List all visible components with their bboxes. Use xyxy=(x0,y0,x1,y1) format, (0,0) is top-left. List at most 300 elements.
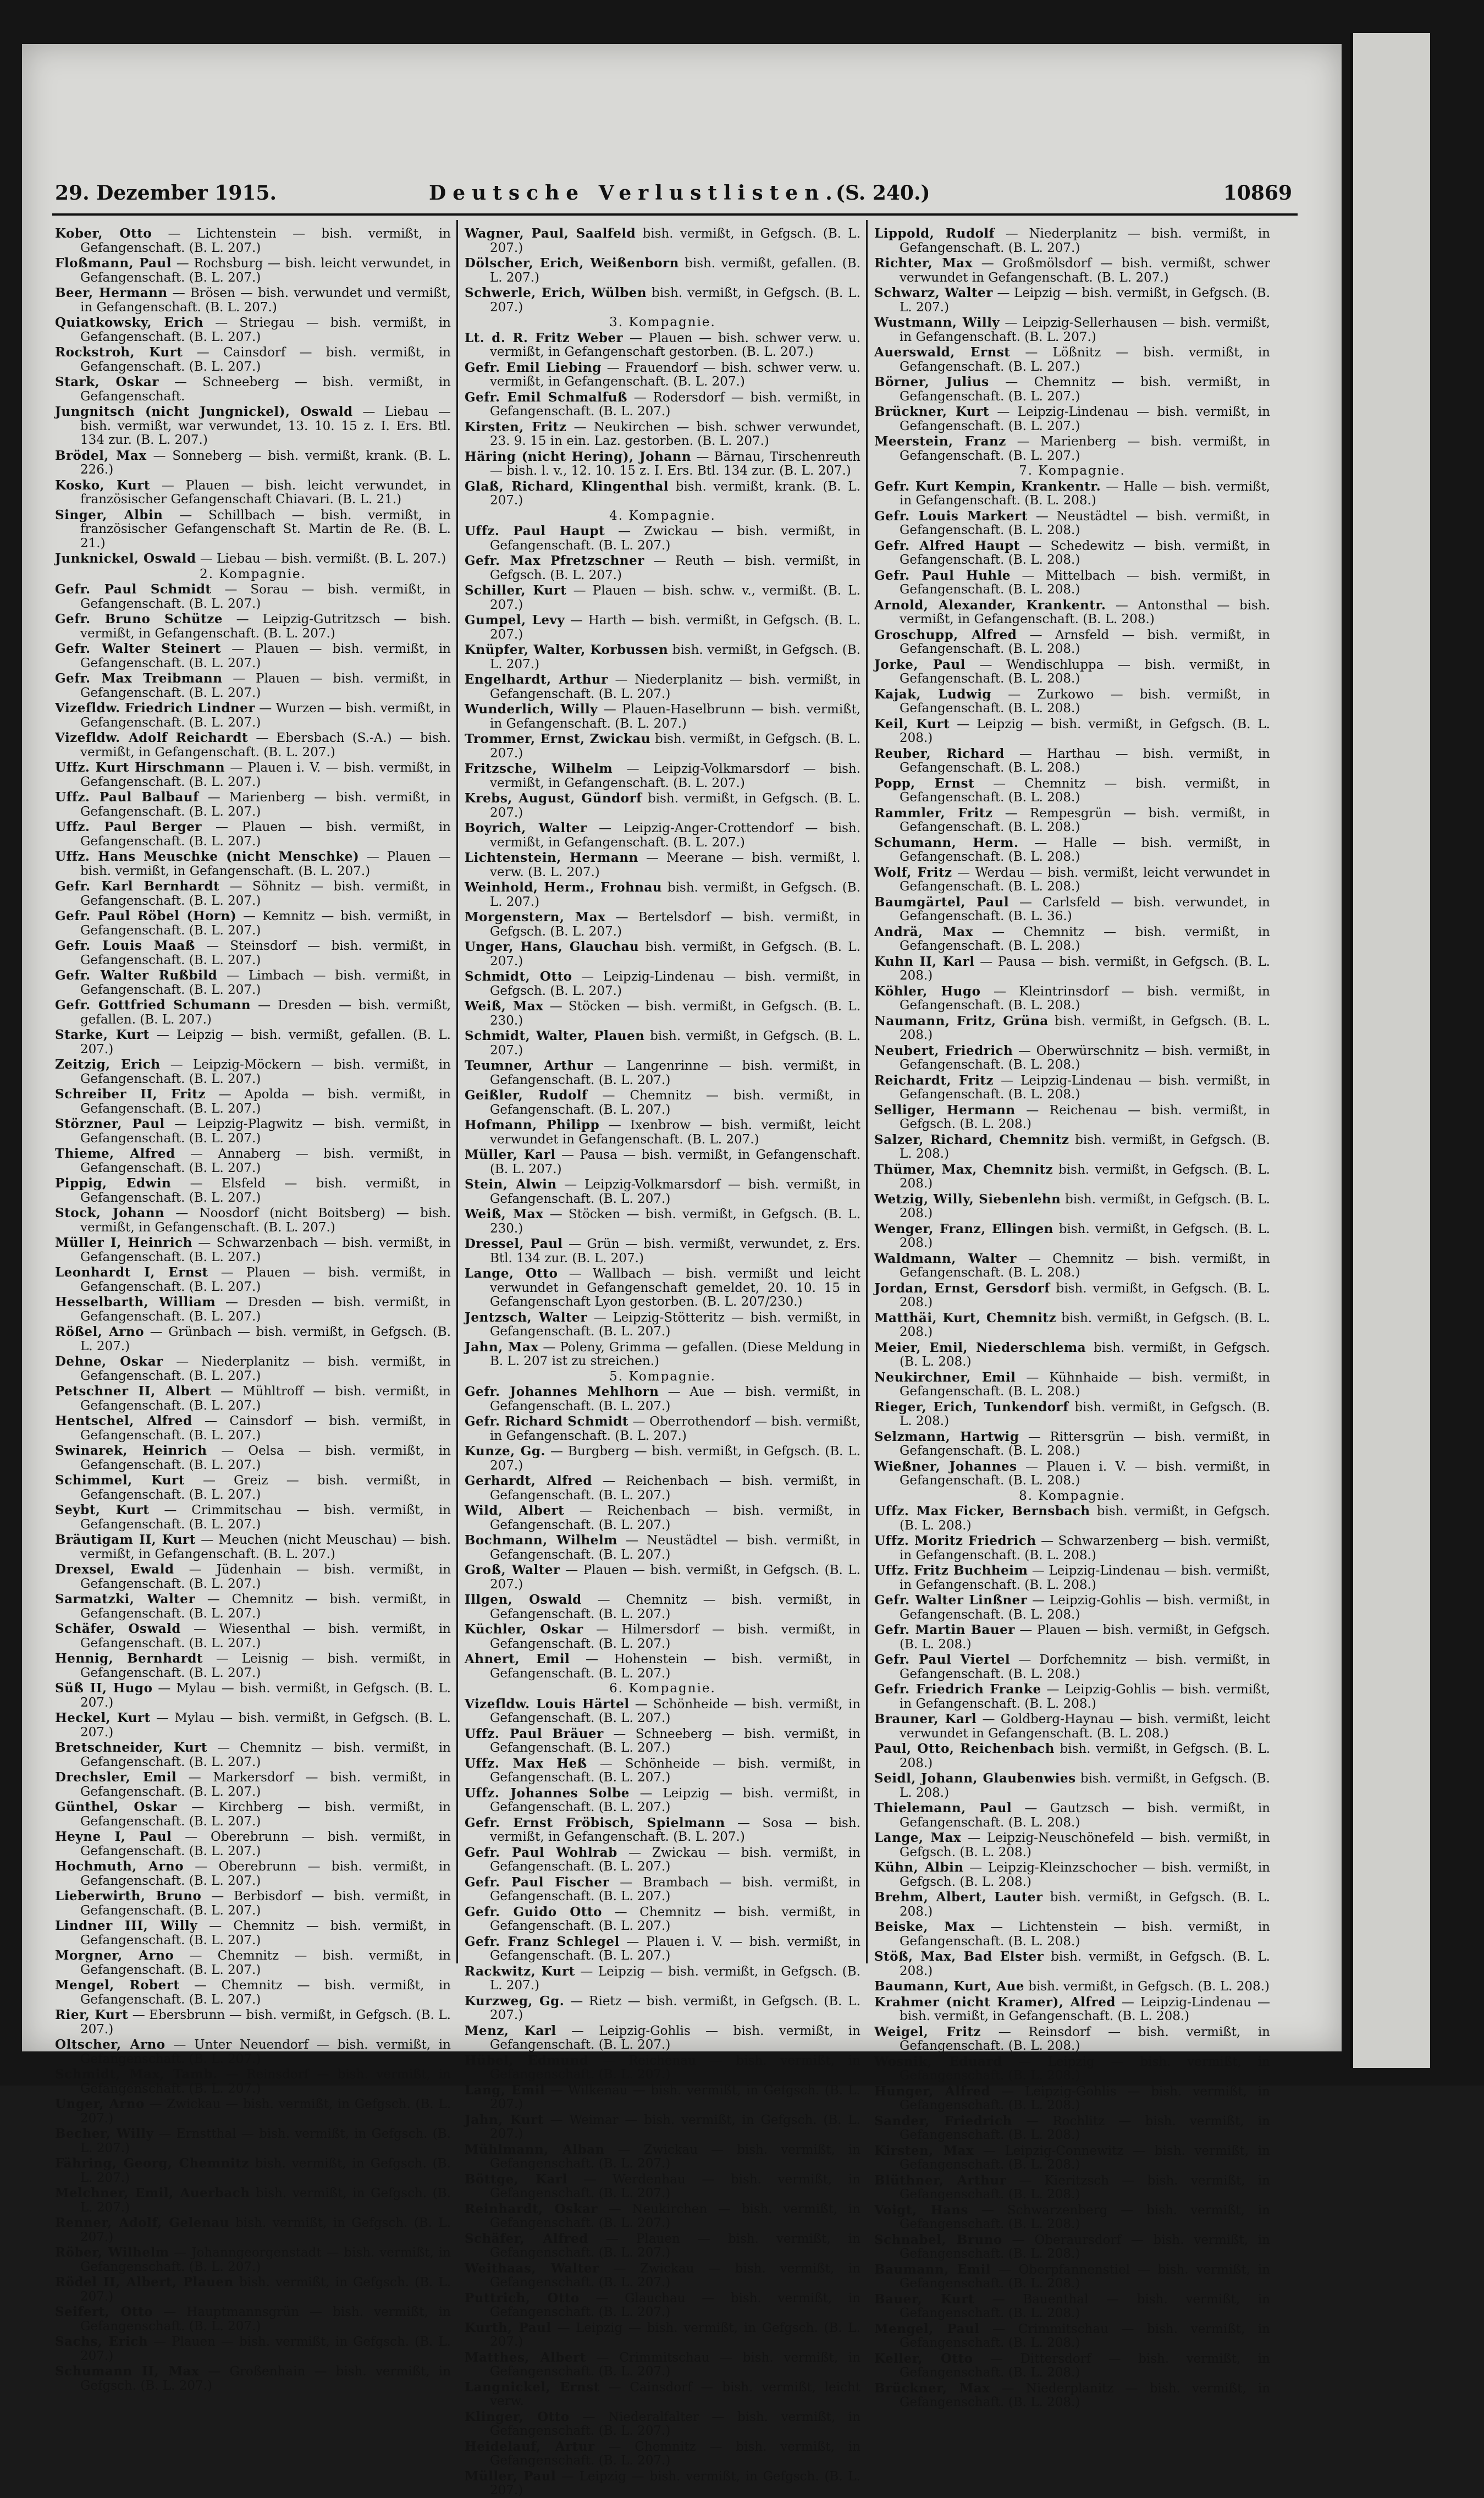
casualty-entry xyxy=(55,2156,451,2185)
casualty-name: Günthel, Oskar xyxy=(55,1800,177,1814)
casualty-details: — Langenrinne — bish. vermißt, in Gefangenschaft. (B. L. 207.) xyxy=(490,1059,860,1087)
casualty-entry xyxy=(55,1503,451,1532)
casualty-name: Andrä, Max xyxy=(874,924,973,939)
casualty-details: bish. vermißt, in Gefgsch. (B. L. 208.) xyxy=(900,1311,1270,1339)
casualty-entry xyxy=(465,762,860,790)
casualty-name: Morgenstern, Max xyxy=(465,910,606,925)
casualty-name: Störzner, Paul xyxy=(55,1116,165,1131)
casualty-details: — Noosdorf (nicht Boitsberg) — bish. vermißt, in Gefangenschaft. (B. L. 207.) xyxy=(80,1206,451,1235)
casualty-name: Langnickel, Ernst xyxy=(465,2379,600,2395)
casualty-details: — Chemnitz — bish. vermißt, in Gefangenschaft. (B. L. 208.) xyxy=(900,1251,1270,1280)
casualty-name: Knüpfer, Walter, Korbussen xyxy=(465,642,669,657)
casualty-entry xyxy=(465,881,860,909)
casualty-name: Wenger, Franz, Ellingen xyxy=(874,1221,1053,1236)
casualty-entry xyxy=(465,1905,860,1934)
casualty-name: Reinhardt, Oskar xyxy=(465,2201,598,2216)
casualty-details: — Ebersbach (S.-A.) — bish. vermißt, in Gefangenschaft. (B. L. 207.) xyxy=(80,731,451,760)
casualty-name: Weiß, Max xyxy=(465,999,544,1014)
casualty-details: — Chemnitz — bish. vermißt, in Gefangenschaft. (B. L. 207.) xyxy=(490,1088,860,1117)
casualty-entry xyxy=(55,1681,451,1710)
casualty-entry xyxy=(465,1846,860,1874)
casualty-details: — Oberpfannenstiel — bish. vermißt, in Gefangenschaft. (B. L. 208.) xyxy=(900,2262,1271,2291)
casualty-details: bish. vermißt, in Gefgsch. (B. L. 208.) xyxy=(900,1504,1270,1533)
casualty-entry xyxy=(55,2127,451,2155)
casualty-name: Jentzsch, Walter xyxy=(465,1309,587,1325)
company-heading: 8. Kompagnie. xyxy=(1019,1488,1126,1503)
casualty-entry xyxy=(874,345,1270,374)
casualty-details: — Leipzig — bish. vermißt, in Gefangenschaft. (B. L. 207.) xyxy=(490,1786,860,1814)
casualty-details: — Reichenbach — bish. vermißt, in Gefangenschaft. (B. L. 207.) xyxy=(490,1474,860,1503)
casualty-name: Kuhn II, Karl xyxy=(874,954,975,969)
casualty-details: — Leipzig-Gohlis — bish. vermißt, in Gefangenschaft. (B. L. 208.) xyxy=(900,1682,1270,1711)
casualty-details: — Leipzig-Gohlis — bish. vermißt, in Gefangenschaft. (B. L. 207.) xyxy=(490,2023,860,2052)
casualty-details: bish. vermißt, in Gefgsch. (B. L. 207.) xyxy=(490,286,860,315)
casualty-entry xyxy=(465,1118,860,1147)
casualty-details: — Pausa — bish. vermißt, in Gefangenschaft. (B. L. 207.) xyxy=(490,1148,861,1176)
casualty-details: — Chemnitz — bish. vermißt, in Gefangenschaft. (B. L. 207.) xyxy=(490,1593,860,1621)
casualty-details: — Oelsa — bish. vermißt, in Gefangenschaft. (B. L. 207.) xyxy=(80,1444,451,1472)
company-heading: 4. Kompagnie. xyxy=(609,508,716,523)
casualty-name: Gefr. Bruno Schütze xyxy=(55,612,223,626)
casualty-details: — Niederplanitz — bish. vermißt, in Gefangenschaft. (B. L. 207.) xyxy=(80,1355,451,1383)
casualty-details: — Crimmitschau — bish. vermißt, in Gefangenschaft. (B. L. 207.) xyxy=(490,2350,860,2379)
casualty-entry xyxy=(465,420,860,449)
casualty-name: Sachs, Erich xyxy=(55,2334,148,2349)
casualty-name: Blüthner, Arthur xyxy=(874,2172,1007,2188)
casualty-name: Heyne I, Paul xyxy=(55,1829,172,1844)
casualty-name: Wetzig, Willy, Siebenlehn xyxy=(874,1191,1061,1207)
casualty-entry xyxy=(55,2335,451,2363)
casualty-name: Hesselbarth, William xyxy=(55,1295,216,1309)
casualty-details: — Burgberg — bish. vermißt, in Gefgsch. (B. L. 207.) xyxy=(490,1444,860,1473)
casualty-details: — Weimar — bish. vermißt, in Gefgsch. (B. L. 207.) xyxy=(490,2112,860,2141)
casualty-details: — Berbisdorf — bish. vermißt, in Gefangenschaft. (B. L. 207.) xyxy=(80,1889,451,1918)
casualty-name: Hochmuth, Arno xyxy=(55,1859,184,1874)
casualty-entry xyxy=(55,2275,451,2304)
casualty-name: Schäfer, Alfred xyxy=(465,2231,588,2246)
casualty-name: Sarmatzki, Walter xyxy=(55,1592,196,1606)
casualty-entry xyxy=(55,701,451,730)
casualty-entry xyxy=(874,1252,1270,1280)
casualty-name: Gefr. Paul Röbel (Horn) xyxy=(55,909,237,923)
casualty-entry xyxy=(465,613,860,642)
casualty-details: — Oberebrunn — bish. vermißt, in Gefangenschaft. (B. L. 207.) xyxy=(80,1859,451,1888)
casualty-name: Kunze, Gg. xyxy=(465,1444,546,1459)
casualty-name: Hübel, Edmund xyxy=(465,2053,589,2068)
casualty-details: — Leipzig-Kleinzschocher — bish. vermißt, in Gefgsch. (B. L. 208.) xyxy=(900,1861,1270,1889)
casualty-name: Weithaas, Walter xyxy=(465,2260,599,2276)
casualty-entry xyxy=(465,584,860,612)
casualty-name: Gefr. Louis Markert xyxy=(874,508,1028,524)
casualty-details: — Oberwürschnitz — bish. vermißt, in Gefangenschaft. (B. L. 208.) xyxy=(900,1043,1270,1072)
casualty-entry xyxy=(874,777,1270,805)
casualty-name: Leonhardt I, Ernst xyxy=(55,1265,208,1280)
casualty-name: Mengel, Paul xyxy=(874,2321,980,2336)
casualty-entry xyxy=(55,1741,451,1769)
casualty-entry xyxy=(874,509,1270,538)
casualty-name: Quiatkowsky, Erich xyxy=(55,315,204,330)
casualty-entry xyxy=(874,1712,1270,1741)
casualty-name: Wustmann, Willy xyxy=(874,315,1000,330)
casualty-name: Köhler, Hugo xyxy=(874,983,981,999)
casualty-entry xyxy=(55,1562,451,1591)
casualty-details: bish. vermißt, krank. (B. L. 207.) xyxy=(490,479,860,508)
casualty-details: — Chemnitz — bish. vermißt, in Gefangenschaft. (B. L. 207.) xyxy=(80,1592,451,1621)
casualty-details: bish. vermißt, in Gefgsch. (B. L. 208.) xyxy=(900,1014,1270,1042)
casualty-name: Weiß, Max xyxy=(465,1207,544,1222)
casualty-details: bish. vermißt, in Gefgsch. (B. L. 208.) xyxy=(900,1340,1270,1369)
casualty-entry xyxy=(55,405,451,448)
casualty-name: Schimmel, Kurt xyxy=(55,1473,185,1488)
casualty-details: — Unter Neuendorf — bish. vermißt, in Gefangenschaft. (B. L. 207.) xyxy=(80,2038,451,2066)
casualty-details: — Chemnitz — bish. vermißt, in Gefangenschaft. (B. L. 208.) xyxy=(900,925,1270,953)
casualty-entry xyxy=(874,628,1270,657)
casualty-name: Schnabel, Bruno xyxy=(874,2232,1002,2247)
casualty-details: — Schönheide — bish. vermißt, in Gefangenschaft. (B. L. 207.) xyxy=(490,1756,861,1785)
casualty-name: Trommer, Ernst, Zwickau xyxy=(465,731,651,746)
casualty-details: — Grünbach — bish. vermißt, in Gefgsch. (B. L. 207.) xyxy=(80,1325,451,1353)
casualty-name: Illgen, Oswald xyxy=(465,1592,582,1607)
casualty-details: — Plauen — bish. vermißt, in Gefangenschaft. (B. L. 207.) xyxy=(80,850,451,878)
casualty-entry xyxy=(874,2174,1270,2202)
casualty-details: — Johanngeorgenstadt — bish. vermißt, in Gefangenschaft. (B. L. 207.) xyxy=(80,2246,451,2274)
column-3 xyxy=(874,226,1271,2409)
casualty-details: — Leipzig-Lindenau — bish. vermißt, in Gefangenschaft. (B. L. 207.) xyxy=(900,405,1271,433)
casualty-entry xyxy=(874,1163,1270,1191)
casualty-details: — Oberrothendorf — bish. vermißt, in Gefangenschaft. (B. L. 207.) xyxy=(490,1415,861,1443)
casualty-entry xyxy=(874,2292,1270,2321)
casualty-name: Meier, Emil, Niederschlema xyxy=(874,1340,1086,1355)
casualty-name: Rier, Kurt xyxy=(55,2007,129,2022)
casualty-details: — Oberebrunn — bish. vermißt, in Gefangenschaft. (B. L. 207.) xyxy=(80,1830,451,1858)
casualty-entry xyxy=(55,939,451,967)
casualty-entry xyxy=(55,1384,451,1413)
casualty-entry xyxy=(465,1385,860,1413)
column-1 xyxy=(55,226,451,2393)
casualty-details: — Rittersgrün — bish. vermißt, in Gefangenschaft. (B. L. 208.) xyxy=(900,1429,1271,1458)
casualty-entry xyxy=(465,673,860,701)
casualty-entry xyxy=(55,2097,451,2126)
header-date: 29. Dezember 1915. xyxy=(55,181,277,205)
casualty-entry xyxy=(874,1890,1270,1919)
casualty-name: Mengel, Robert xyxy=(55,1978,180,1993)
casualty-name: Beiske, Max xyxy=(874,1919,975,1934)
casualty-entry xyxy=(465,554,860,582)
casualty-details: — Rodersdorf — bish. vermißt, in Gefangenschaft. (B. L. 207.) xyxy=(490,390,860,419)
casualty-details: — Leipzig — bish. vermißt, in Gefgsch. (B. L. 207.) xyxy=(490,2469,860,2497)
casualty-details: — Marienberg — bish. vermißt, in Gefangenschaft. (B. L. 207.) xyxy=(900,434,1270,463)
casualty-name: Dölscher, Erich, Weißenborn xyxy=(465,256,679,271)
casualty-entry xyxy=(465,2410,860,2439)
casualty-name: Jahn, Kurt xyxy=(465,2112,544,2127)
casualty-name: Häring (nicht Hering), Johann xyxy=(465,449,692,464)
casualty-details: — Halle — bish. vermißt, in Gefangenschaft. (B. L. 208.) xyxy=(900,479,1270,508)
casualty-entry xyxy=(55,1087,451,1116)
casualty-details: — Leipzig-Volkmarsdorf — bish. vermißt, in Gefangenschaft. (B. L. 207.) xyxy=(490,1178,860,1206)
casualty-entry xyxy=(465,791,860,820)
casualty-entry xyxy=(465,2321,860,2350)
casualty-details: — Plauen i. V. — bish. vermißt, in Gefangenschaft. (B. L. 207.) xyxy=(490,1934,860,1963)
casualty-entry xyxy=(874,2084,1270,2113)
casualty-details: — Leipzig — bish. vermißt, in Gefgsch. (B. L. 207.) xyxy=(490,1964,860,1993)
casualty-entry xyxy=(874,1593,1270,1622)
casualty-name: Vizefldw. Louis Härtel xyxy=(465,1696,630,1712)
casualty-details: — Meuchen (nicht Meuschau) — bish. vermißt, in Gefangenschaft. (B. L. 207.) xyxy=(80,1533,451,1561)
casualty-name: Unger, Hans, Glauchau xyxy=(465,939,639,954)
casualty-details: — Plauen — bish. vermißt, in Gefangenschaft. (B. L. 207.) xyxy=(80,820,451,849)
casualty-details: — Wiesenthal — bish. vermißt, in Gefangenschaft. (B. L. 207.) xyxy=(80,1622,451,1650)
casualty-name: Fähring, Georg, Chemnitz xyxy=(55,2156,249,2171)
casualty-name: Schiller, Kurt xyxy=(465,583,567,598)
casualty-entry xyxy=(874,1371,1270,1399)
casualty-details: — Plauen-Haselbrunn — bish. vermißt, in Gefangenschaft. (B. L. 207.) xyxy=(490,702,860,731)
casualty-details: — Chemnitz — bish. vermißt, in Gefangenschaft. (B. L. 207.) xyxy=(490,1905,860,1933)
casualty-entry xyxy=(465,286,860,315)
casualty-name: Müller, Paul xyxy=(465,2468,556,2484)
casualty-entry xyxy=(55,1058,451,1086)
casualty-details: bish. vermißt, in Gefgsch. (B. L. 208.) xyxy=(900,1162,1270,1191)
casualty-entry xyxy=(465,361,860,389)
casualty-name: Gefr. Martin Bauer xyxy=(874,1622,1015,1637)
casualty-name: Teumner, Arthur xyxy=(465,1058,593,1073)
casualty-name: Gefr. Karl Bernhardt xyxy=(55,879,220,894)
casualty-entry xyxy=(874,1801,1270,1830)
casualty-entry xyxy=(55,256,451,285)
casualty-entry xyxy=(874,569,1270,597)
casualty-entry xyxy=(465,1504,860,1532)
casualty-name: Schumann, Herm. xyxy=(874,835,1019,850)
casualty-entry xyxy=(874,895,1270,924)
casualty-name: Keil, Kurt xyxy=(874,716,950,731)
casualty-details: — Grün — bish. vermißt, verwundet, z. Ers. Btl. 134 zur. (B. L. 207.) xyxy=(490,1237,860,1265)
casualty-entry xyxy=(465,851,860,879)
casualty-name: Gefr. Walter Linßner xyxy=(874,1593,1028,1608)
casualty-name: Gefr. Kurt Kempin, Krankentr. xyxy=(874,478,1101,494)
casualty-details: — Leipzig — bish. vermißt, in Gefgsch. (B. L. 207.) xyxy=(490,2320,860,2349)
casualty-name: Gefr. Johannes Mehlhorn xyxy=(465,1384,659,1399)
casualty-entry xyxy=(55,998,451,1027)
casualty-name: Reuber, Richard xyxy=(874,746,1005,761)
casualty-entry xyxy=(465,2262,860,2290)
casualty-entry xyxy=(465,1727,860,1756)
casualty-name: Wosnik, Eduard xyxy=(874,2054,1002,2069)
casualty-name: Thümer, Max, Chemnitz xyxy=(874,1162,1053,1177)
casualty-entry xyxy=(55,2067,451,2096)
casualty-name: Krebs, August, Gündorf xyxy=(465,791,642,806)
casualty-entry xyxy=(874,1460,1270,1488)
casualty-details: — Meerane — bish. vermißt, l. verw. (B. L. 207.) xyxy=(490,851,860,879)
casualty-entry xyxy=(874,1341,1270,1369)
casualty-details: bish. vermißt, in Gefgsch. (B. L. 207.) xyxy=(490,732,861,761)
casualty-name: Müller I, Heinrich xyxy=(55,1235,192,1250)
casualty-entry xyxy=(55,1117,451,1146)
casualty-entry xyxy=(55,731,451,760)
casualty-name: Seidl, Johann, Glaubenwies xyxy=(874,1771,1076,1786)
casualty-name: Neukirchner, Emil xyxy=(874,1369,1016,1385)
casualty-entry xyxy=(874,1682,1270,1711)
casualty-name: Puttrich, Otto xyxy=(465,2290,580,2306)
casualty-name: Hentschel, Alfred xyxy=(55,1413,192,1428)
casualty-name: Oltscher, Arno xyxy=(55,2037,165,2052)
column-divider xyxy=(456,220,458,1963)
casualty-details: — Brösen — bish. verwundet und vermißt, in Gefangenschaft. (B. L. 207.) xyxy=(80,286,451,315)
casualty-name: Süß II, Hugo xyxy=(55,1681,153,1696)
casualty-entry xyxy=(874,2055,1270,2083)
casualty-details: — Lichtenstein — bish. vermißt, in Gefangenschaft. (B. L. 208.) xyxy=(900,1920,1270,1949)
casualty-entry xyxy=(55,1652,451,1680)
casualty-name: Starke, Kurt xyxy=(55,1027,150,1042)
casualty-name: Gefr. Emil Schmalfuß xyxy=(465,389,627,405)
casualty-entry xyxy=(874,658,1270,686)
casualty-name: Gefr. Walter Steinert xyxy=(55,641,222,656)
casualty-entry xyxy=(874,2381,1270,2410)
casualty-entry xyxy=(55,1206,451,1235)
company-heading: 2. Kompagnie. xyxy=(200,566,306,581)
casualty-entry xyxy=(874,1995,1270,2024)
casualty-name: Singer, Albin xyxy=(55,507,163,522)
casualty-details: bish. vermißt, in Gefgsch. (B. L. 208.) xyxy=(900,1222,1270,1250)
casualty-details: — Leipzig-Lindenau — bish. vermißt, in Gefangenschaft. (B. L. 208.) xyxy=(900,1995,1270,2023)
casualty-details: — Annaberg — bish. vermißt, in Gefangenschaft. (B. L. 207.) xyxy=(80,1147,451,1175)
casualty-name: Arnold, Alexander, Krankentr. xyxy=(874,597,1106,613)
casualty-details: — Markersdorf — bish. vermißt, in Gefangenschaft. (B. L. 207.) xyxy=(80,1770,451,1799)
casualty-entry xyxy=(55,1592,451,1621)
header-title: Deutsche Verlustlisten. xyxy=(429,181,839,205)
casualty-details: — Stöcken — bish. vermißt, in Gefgsch. (B. L. 230.) xyxy=(490,1207,861,1236)
casualty-details: — Chemnitz — bish. vermißt, in Gefangenschaft. (B. L. 207.) xyxy=(80,1978,451,2007)
casualty-name: Selzmann, Hartwig xyxy=(874,1429,1019,1444)
casualty-details: — Plauen — bish. leicht verwundet, in französischer Gefangenschaft Chiavari. (B. L. 21.) xyxy=(80,478,451,507)
casualty-name: Jordan, Ernst, Gersdorf xyxy=(874,1280,1050,1296)
casualty-name: Stein, Alwin xyxy=(465,1177,557,1192)
casualty-details: — Hauptmannsgrün — bish. vermißt, in Gefangenschaft. (B. L. 207.) xyxy=(80,2305,451,2334)
casualty-entry xyxy=(55,2246,451,2274)
casualty-name: Heidelauf, Artur xyxy=(465,2439,595,2454)
casualty-name: Wagner, Paul, Saalfeld xyxy=(465,226,636,241)
casualty-entry xyxy=(465,1533,860,1562)
casualty-name: Gefr. Richard Schmidt xyxy=(465,1414,628,1429)
casualty-details: bish. vermißt, in Gefgsch. (B. L. 207.) xyxy=(490,227,860,255)
casualty-name: Popp, Ernst xyxy=(874,775,975,791)
casualty-name: Matthäi, Kurt, Chemnitz xyxy=(874,1310,1057,1325)
casualty-entry xyxy=(874,2025,1270,2054)
casualty-details: — Lößnitz — bish. vermißt, in Gefangenschaft. (B. L. 207.) xyxy=(900,345,1270,374)
casualty-name: Lieberwirth, Bruno xyxy=(55,1889,202,1903)
casualty-details: — Mühltroff — bish. vermißt, in Gefangenschaft. (B. L. 207.) xyxy=(80,1384,451,1413)
casualty-name: Baumann, Emil xyxy=(874,2262,991,2277)
casualty-details: — Schwarzenbach — bish. vermißt, in Gefangenschaft. (B. L. 207.) xyxy=(80,1236,451,1264)
casualty-entry xyxy=(55,375,451,404)
casualty-entry xyxy=(874,1534,1270,1562)
casualty-entry xyxy=(874,1950,1270,1978)
casualty-details: — Reichenau — bish. vermißt, in Gefgsch. (B. L. 208.) xyxy=(900,1103,1271,1131)
casualty-details: — Zwickau — bish. vermißt, in Gefangenschaft. (B. L. 207.) xyxy=(490,1845,860,1874)
casualty-name: Gefr. Guido Otto xyxy=(465,1904,602,1919)
casualty-details: — Kieritzsch — bish. vermißt, in Gefangenschaft. (B. L. 208.) xyxy=(900,2173,1270,2202)
casualty-entry xyxy=(55,1265,451,1294)
casualty-entry xyxy=(55,1859,451,1888)
casualty-name: Lichtenstein, Hermann xyxy=(465,850,638,865)
casualty-name: Schumann II, Max xyxy=(55,2364,200,2379)
casualty-entry xyxy=(55,1444,451,1472)
casualty-details: — Leipzig-Gohlis — bish. vermißt, in Gefangenschaft. (B. L. 208.) xyxy=(900,2084,1270,2112)
casualty-details: — Leipzig-Neuschönefeld — bish. vermißt, in Gefgsch. (B. L. 208.) xyxy=(900,1831,1270,1859)
casualty-entry xyxy=(874,1861,1270,1889)
casualty-name: Brauner, Karl xyxy=(874,1712,977,1726)
casualty-details: — Harthau — bish. vermißt, in Gefangenschaft. (B. L. 208.) xyxy=(900,746,1270,775)
casualty-details: — Sosa — bish. vermißt, in Gefangenschaft. (B. L. 207.) xyxy=(490,1815,860,1844)
casualty-name: Fritzsche, Wilhelm xyxy=(465,761,613,776)
casualty-details: — Plauen — bish. vermißt, in Gefangenschaft. (B. L. 207.) xyxy=(80,1265,451,1294)
casualty-details: — Marienberg — bish. vermißt, in Gefangenschaft. (B. L. 207.) xyxy=(80,790,451,819)
casualty-entry xyxy=(465,821,860,850)
casualty-entry xyxy=(465,2024,860,2053)
casualty-entry xyxy=(465,450,860,478)
casualty-entry xyxy=(55,2008,451,2037)
casualty-details: — Bärnau, Tirschenreuth — bish. l. v., 12. 10. 15 z. I. Ers. Btl. 134 zur. (B. L. 207.) xyxy=(490,449,860,478)
casualty-details: — Leipzig-Plagwitz — bish. vermißt, in Gefangenschaft. (B. L. 207.) xyxy=(80,1117,451,1146)
casualty-details: bish. vermißt, in Gefgsch. (B. L. 207.) xyxy=(490,643,860,672)
casualty-name: Bretschneider, Kurt xyxy=(55,1740,208,1755)
casualty-details: — Goldberg-Haynau — bish. vermißt, leicht verwundet in Gefangenschaft. (B. L. 208.) xyxy=(900,1712,1270,1741)
casualty-entry xyxy=(55,552,451,566)
casualty-name: Mühlmann, Alban xyxy=(465,2142,605,2157)
casualty-name: Engelhardt, Arthur xyxy=(465,672,608,687)
casualty-entry xyxy=(55,478,451,507)
casualty-details: bish. vermißt, in Gefgsch. (B. L. 208.) xyxy=(900,1771,1270,1800)
casualty-name: Gumpel, Levy xyxy=(465,613,565,628)
casualty-entry xyxy=(465,480,860,508)
casualty-name: Stark, Oskar xyxy=(55,375,159,389)
casualty-entry xyxy=(465,702,860,731)
casualty-name: Jahn, Max xyxy=(465,1339,539,1355)
casualty-name: Rößel, Arno xyxy=(55,1324,145,1339)
casualty-details: — Niederplanitz — bish. vermißt, in Gefangenschaft. (B. L. 207.) xyxy=(900,227,1271,255)
casualty-name: Weinhold, Herm., Frohnau xyxy=(465,880,663,895)
casualty-details: — Leipzig — bish. vermißt, in Gefgsch. (B. L. 208.) xyxy=(900,717,1270,745)
casualty-details: — Crimmitschau — bish. vermißt, in Gefangenschaft. (B. L. 207.) xyxy=(80,1503,451,1532)
casualty-entry xyxy=(874,1133,1270,1162)
casualty-entry xyxy=(874,1979,1270,1994)
casualty-entry xyxy=(874,806,1270,835)
casualty-details: — Chemnitz — bish. vermißt, in Gefangenschaft. (B. L. 207.) xyxy=(80,1949,451,1977)
casualty-entry xyxy=(55,612,451,641)
casualty-entry xyxy=(465,1652,860,1681)
casualty-entry xyxy=(55,1889,451,1918)
casualty-details: — Niederalfalter — bish. vermißt, in Gefangenschaft. (B. L. 207.) xyxy=(490,2409,860,2438)
casualty-name: Kosko, Kurt xyxy=(55,477,151,493)
casualty-entry xyxy=(465,1474,860,1503)
casualty-entry xyxy=(874,1430,1270,1459)
casualty-details: — Leipzig-Anger-Crottendorf — bish. vermißt, in Gefangenschaft. (B. L. 207.) xyxy=(490,821,860,850)
casualty-entry xyxy=(874,2263,1270,2291)
casualty-entry xyxy=(55,1473,451,1502)
casualty-entry xyxy=(55,2364,451,2393)
casualty-details: — Dorfchemnitz — bish. vermißt, in Gefangenschaft. (B. L. 208.) xyxy=(900,1653,1270,1681)
casualty-details: — Schedewitz — bish. vermißt, in Gefangenschaft. (B. L. 208.) xyxy=(900,538,1270,567)
casualty-details: — Leipzig — bish. vermißt, gefallen. (B. L. 207.) xyxy=(80,1028,451,1057)
casualty-name: Renner, Adolf, Gelenau xyxy=(55,2215,229,2230)
casualty-details: — Neukirchen — bish. vermißt, in Gefangenschaft. (B. L. 207.) xyxy=(490,2202,860,2230)
casualty-entry xyxy=(55,1919,451,1947)
casualty-entry xyxy=(874,1742,1270,1770)
casualty-name: Lindner III, Willy xyxy=(55,1918,198,1933)
casualty-entry xyxy=(465,1267,860,1309)
casualty-details: — Leipzig-Gohlis — bish. vermißt, in Gefangenschaft. (B. L. 208.) xyxy=(900,1593,1270,1622)
casualty-entry xyxy=(874,539,1270,568)
casualty-details: — Leipzig-Sellerhausen — bish. vermißt, in Gefangenschaft. (B. L. 207.) xyxy=(900,316,1270,344)
casualty-name: Kühn, Albin xyxy=(874,1860,964,1875)
